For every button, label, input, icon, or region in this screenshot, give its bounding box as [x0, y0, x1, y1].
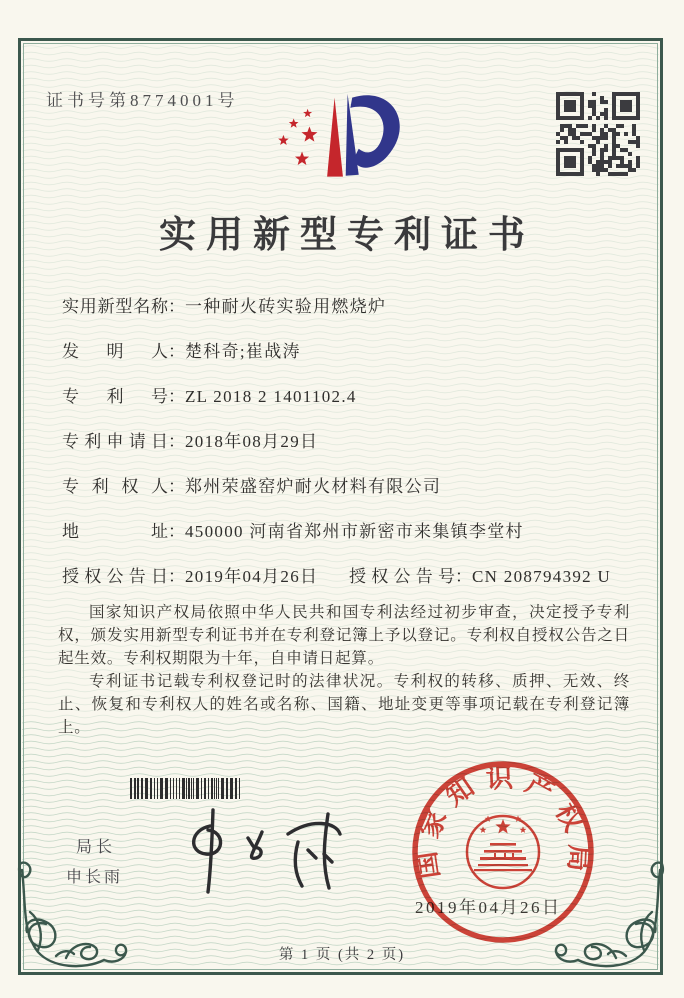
footer-page-number: 第 1 页 (共 2 页) [278, 947, 406, 963]
field-label: 实用新型名称 [62, 297, 168, 316]
colon: ： [168, 477, 185, 496]
signer-name-label: 申长雨 [66, 869, 124, 886]
cnipa-logo-icon [276, 80, 434, 198]
qr-code [556, 92, 640, 176]
field-value: ZL 2018 2 1401102.4 [185, 387, 357, 406]
field-list [62, 292, 624, 607]
field-label: 发明人 [62, 342, 168, 361]
barcode [130, 778, 243, 799]
field-label: 地址 [62, 522, 168, 541]
field-label: 专利申请日 [62, 432, 168, 451]
colon: ： [168, 522, 185, 541]
seal-text: 国家知识产权局 [411, 762, 595, 881]
field-row-patentee [62, 472, 624, 517]
colon: ： [168, 432, 185, 451]
paragraph: 国家知识产权局依照中华人民共和国专利法经过初步审查，决定授予专利权，颁发实用新型专利证书并在专利登记簿上予以登记。专利权自授权公告之日起生效。专利权期限为十年，自申请日起算。 [58, 604, 630, 667]
field-label: 专利权人 [62, 477, 168, 496]
field-row-name [62, 292, 624, 337]
field-row-address [62, 517, 624, 562]
handwritten-signature [182, 802, 354, 896]
colon: ： [455, 567, 472, 586]
seal-date: 2019年04月26日 [415, 898, 562, 917]
field-row-patent-no [62, 382, 624, 427]
colon: ： [168, 387, 185, 406]
field-label: 专利号 [62, 387, 168, 406]
colon: ： [168, 297, 185, 316]
signer-title-label: 局长 [76, 839, 117, 856]
field-value: 450000 河南省郑州市新密市来集镇李堂村 [185, 522, 524, 541]
grant-date-pair [62, 567, 318, 586]
legal-text [58, 601, 630, 739]
field-value: 2018年08月29日 [185, 432, 319, 451]
certificate-number: 证书号第8774001号 [46, 91, 239, 110]
field-value: 郑州荣盛窑炉耐火材料有限公司 [185, 477, 442, 496]
field-label: 授权公告号 [349, 567, 455, 586]
colon: ： [168, 342, 185, 361]
field-value: 一种耐火砖实验用燃烧炉 [185, 297, 387, 316]
official-red-seal [408, 757, 598, 947]
colon: ： [168, 567, 185, 586]
paragraph: 专利证书记载专利权登记时的法律状况。专利权的转移、质押、无效、终止、恢复和专利权人的姓名或名称、国籍、地址变更等事项记载在专利登记簿上。 [58, 673, 630, 736]
field-row-filing-date [62, 427, 624, 472]
field-value: 2019年04月26日 [185, 567, 319, 586]
page-title: 实用新型专利证书 [159, 215, 535, 256]
field-value: CN 208794392 U [472, 567, 612, 586]
field-value: 楚科奇;崔战涛 [185, 342, 301, 361]
field-row-inventors [62, 337, 624, 382]
field-label: 授权公告日 [62, 567, 168, 586]
grant-no-pair [349, 562, 611, 587]
